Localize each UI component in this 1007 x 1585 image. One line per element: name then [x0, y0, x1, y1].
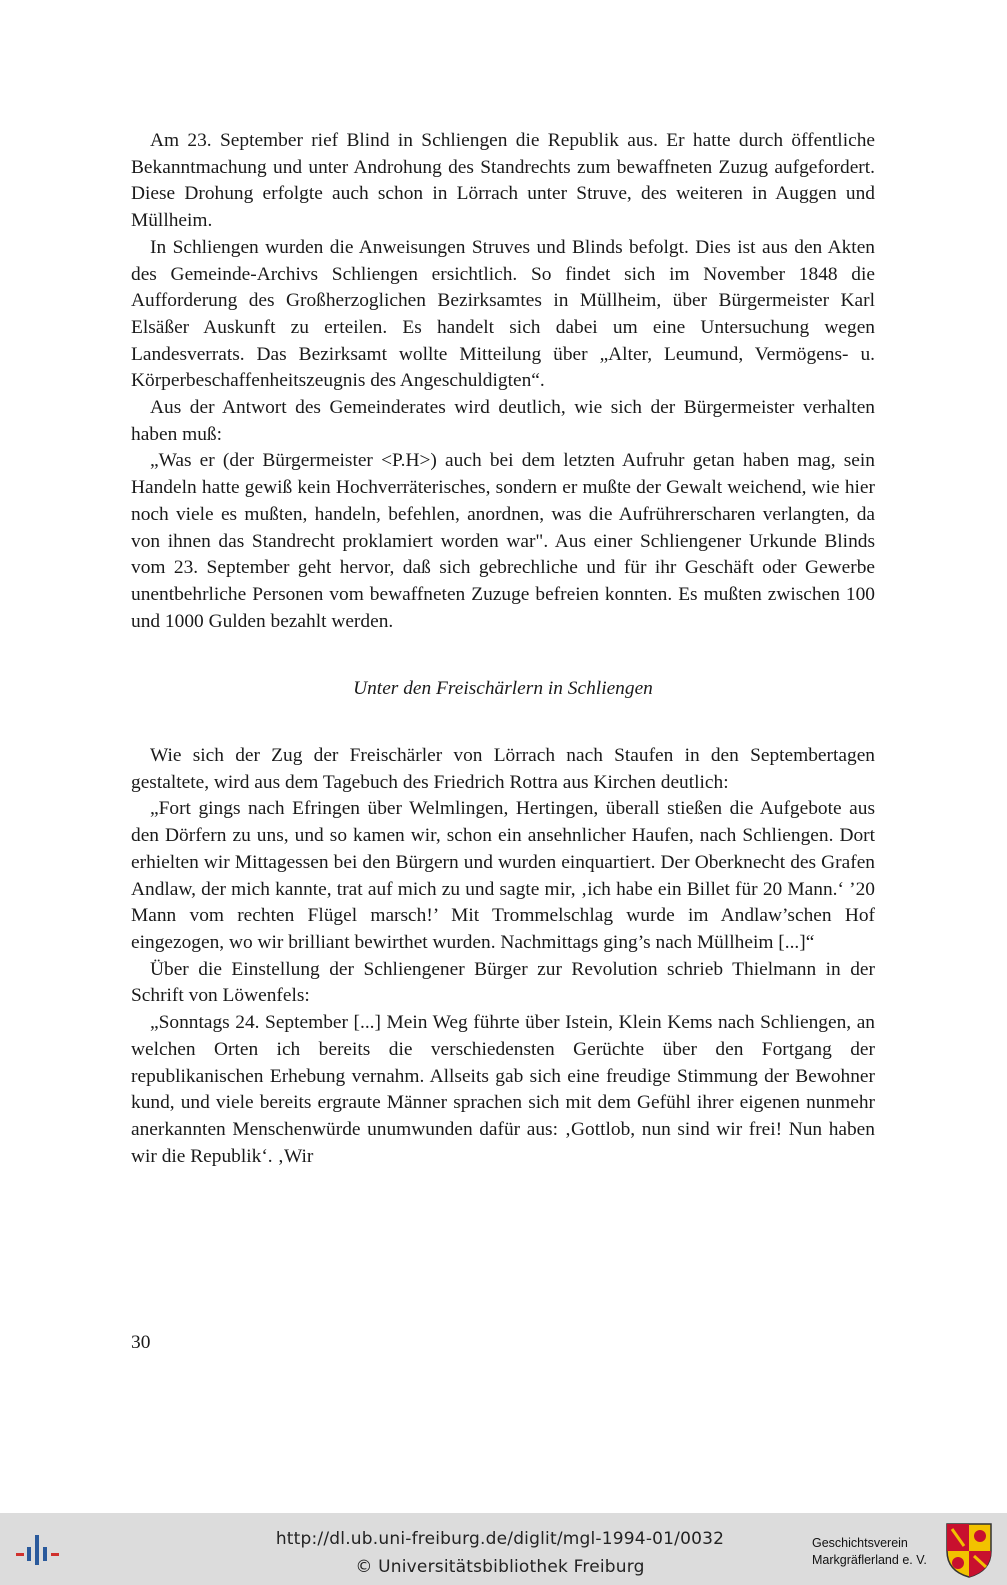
paragraph: Aus der Antwort des Gemeinderates wird deutlich, wie sich der Bürgermeister verhalten haben muß: — [131, 397, 875, 445]
footer-bar — [0, 1513, 1007, 1585]
copyright-text: © Universitätsbibliothek Freiburg — [355, 1557, 645, 1577]
page-body-text — [131, 128, 875, 1170]
permalink-link[interactable]: http://dl.ub.uni-freiburg.de/diglit/mgl-1994-01/0032 — [275, 1529, 725, 1549]
page-number: 30 — [131, 1332, 151, 1353]
paragraph: „Sonntags 24. September [...] Mein Weg führte über Istein, Klein Kems nach Schliengen, an welchen Orten ich bereits die verschiedensten Gerüchte über den Fortgang der republikanischen Erhebung vernahm. Allseits gab sich eine freudige Stimmung der Bewohner kund, und viele bereits ergraute Männer sprachen sich mit dem Gefühl ihrer eigenen nunmehr anerkannten Menschenwürde unumwunden dafür aus: ‚Gottlob, nun sind wir frei! Nun haben wir die Republik‘. ‚Wir — [131, 1012, 875, 1167]
section-heading: Unter den Freischärlern in Schliengen — [353, 678, 653, 700]
ub-freiburg-logo-icon — [16, 1531, 64, 1571]
paragraph: In Schliengen wurden die Anweisungen Struves und Blinds befolgt. Dies ist aus den Akten des Gemeinde-Archivs Schliengen ersichtlich. So findet sich im November 1848 die Aufforderung des Großherzoglichen Bezirksamtes in Müllheim, über Bürgermeister Karl Elsäßer Auskunft zu erteilen. Es handelt sich dabei um eine Untersuchung wegen Landesverrats. Das Bezirksamt wollte Mitteilung über „Alter, Leumund, Vermögens- u. Körperbeschaffenheitszeugnis des Angeschuldigten“. — [131, 236, 875, 392]
paragraph: Am 23. September rief Blind in Schliengen die Republik aus. Er hatte durch öffentliche Bekanntmachung und unter Androhung des Standrechts zum bewaffneten Zuzug aufgefordert. Diese Drohung erfolgte auch schon in Lörrach unter Struve, des weiteren in Auggen und Müllheim. — [131, 130, 875, 232]
society-name — [812, 1535, 942, 1569]
society-line-1: Geschichtsverein — [812, 1536, 908, 1550]
coat-of-arms-icon — [944, 1521, 994, 1579]
paragraph: Über die Einstellung der Schliengener Bürger zur Revolution schrieb Thielmann in der Schrift von Löwenfels: — [131, 958, 875, 1007]
paragraph: Wie sich der Zug der Freischärler von Lörrach nach Staufen in den Septembertagen gestaltete, wird aus dem Tagebuch des Friedrich Rottra aus Kirchen deutlich: — [131, 745, 875, 793]
paragraph: „Fort gings nach Efringen über Welmlingen, Hertingen, überall stießen die Aufgebote aus den Dörfern zu uns, und so kamen wir, schon ein ansehnlicher Haufen, nach Schliengen. Dort erhielten wir Mittagessen bei den Bürgern und wurden einquartiert. Der Oberknecht des Grafen Andlaw, der mich kannte, trat auf mich zu und sagte mir, ‚ich habe ein Billet für 20 Mann.‘ ’20 Mann vom rechten Flügel marsch!’ Mit Trommelschlag wurde im Andlaw’schen Hof eingezogen, wo wir brilliant bewirthet wurden. Nachmittags ging’s nach Müllheim [...]“ — [131, 798, 875, 953]
paragraph: „Was er (der Bürgermeister <P.H>) auch bei dem letzten Aufruhr getan haben mag, sein Handeln hatte gewiß kein Hochverräterisches, sondern er mußte der Gewalt weichend, wie hier noch viele es mußten, handeln, befehlen, anordnen, was die Aufrührerscharen verlangten, da von ihnen das Standrecht proklamiert worden war". Aus einer Schliengener Urkunde Blinds vom 23. September geht hervor, daß sich gebrechliche und für ihr Geschäft oder Gewerbe unentbehrliche Personen vom bewaffneten Zuzuge befreien konnten. Es mußten zwischen 100 und 1000 Gulden bezahlt werden. — [131, 450, 875, 632]
society-line-2: Markgräflerland e. V. — [812, 1553, 927, 1567]
